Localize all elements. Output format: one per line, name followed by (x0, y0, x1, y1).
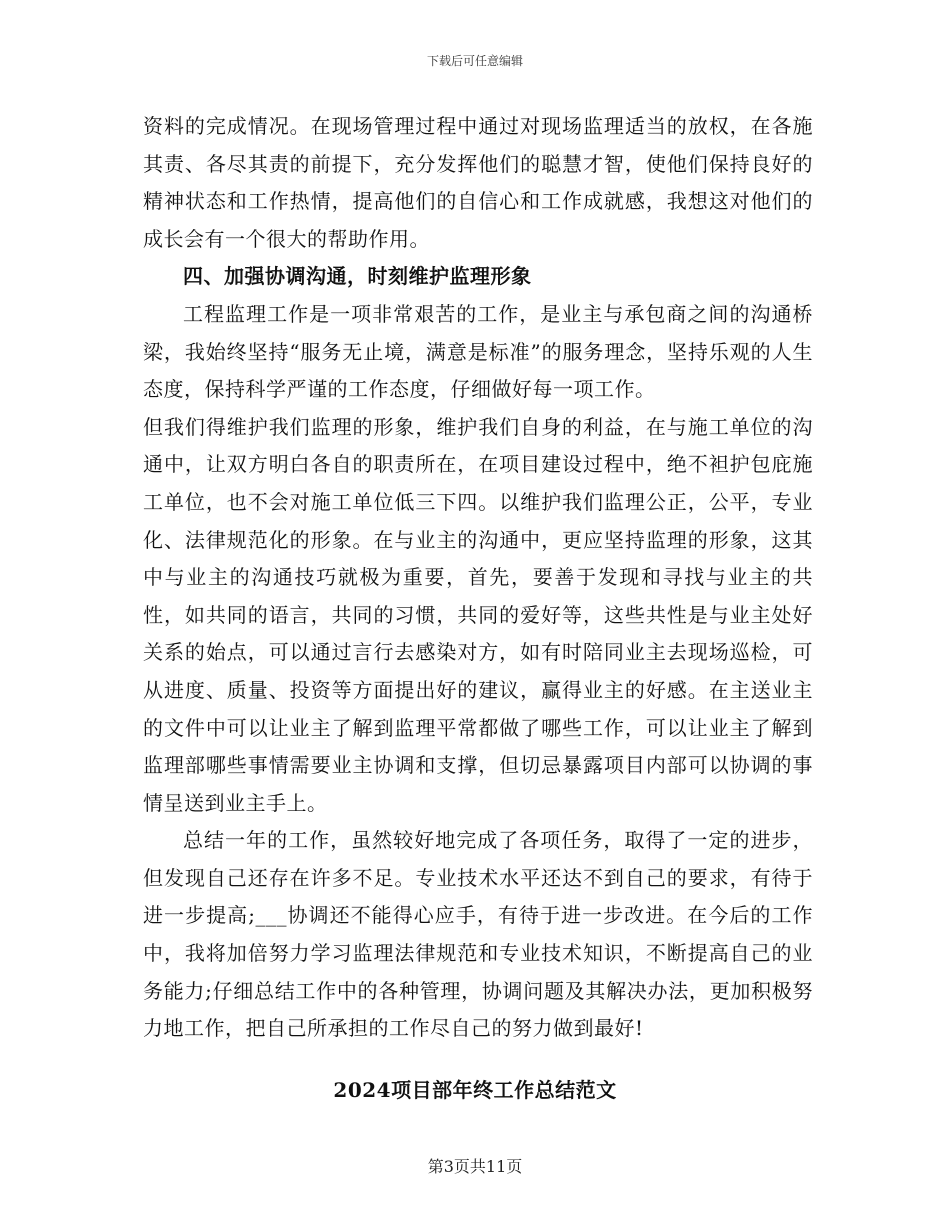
section-heading: 四、加强协调沟通，时刻维护监理形象 (183, 264, 532, 289)
page-number: 第3页共11页 (427, 1157, 523, 1176)
document-body (143, 108, 813, 1048)
page-header-note: 下载后可任意编辑 (426, 54, 523, 68)
body-paragraph: 资料的完成情况。在现场管理过程中通过对现场监理适当的放权，在各施其责、各尽其责的前提下，充分发挥他们的聪慧才智，使他们保持良好的精神状态和工作热情，提高他们的自信心和工作成就感，我想这对他们的成长会有一个很大的帮助作用。 (143, 114, 813, 251)
body-paragraph: 工程监理工作是一项非常艰苦的工作，是业主与承包商之间的沟通桥梁，我始终坚持“服务无止境，满意是标准”的服务理念，坚持乐观的人生态度，保持科学严谨的工作态度，仔细做好每一项工作。 (143, 301, 813, 402)
body-paragraph: 总结一年的工作，虽然较好地完成了各项任务，取得了一定的进步，但发现自己还存在许多不足。专业技术水平还达不到自己的要求，有待于进一步提高;___协调还不能得心应手，有待于进一步改进。在今后的工作中，我将加倍努力学习监理法律规范和专业技术知识，不断提高自己的业务能力;仔细总结工作中的各种管理，协调问题及其解决办法，更加积极努力地工作，把自己所承担的工作尽自己的努力做到最好! (143, 828, 813, 1041)
document-title: 2024项目部年终工作总结范文 (333, 1078, 617, 1102)
body-paragraph: 但我们得维护我们监理的形象，维护我们自身的利益，在与施工单位的沟通中，让双方明白各自的职责所在，在项目建设过程中，绝不袒护包庇施工单位，也不会对施工单位低三下四。以维护我们监理公正，公平，专业化、法律规范化的形象。在与业主的沟通中，更应坚持监理的形象，这其中与业主的沟通技巧就极为重要，首先，要善于发现和寻找与业主的共性，如共同的语言，共同的习惯，共同的爱好等，这些共性是与业主处好关系的始点，可以通过言行去感染对方，如有时陪同业主去现场巡检，可从进度、质量、投资等方面提出好的建议，赢得业主的好感。在主送业主的文件中可以让业主了解到监理平常都做了哪些工作，可以让业主了解到监理部哪些事情需要业主协调和支撑，但切忌暴露项目内部可以协调的事情呈送到业主手上。 (143, 414, 813, 815)
